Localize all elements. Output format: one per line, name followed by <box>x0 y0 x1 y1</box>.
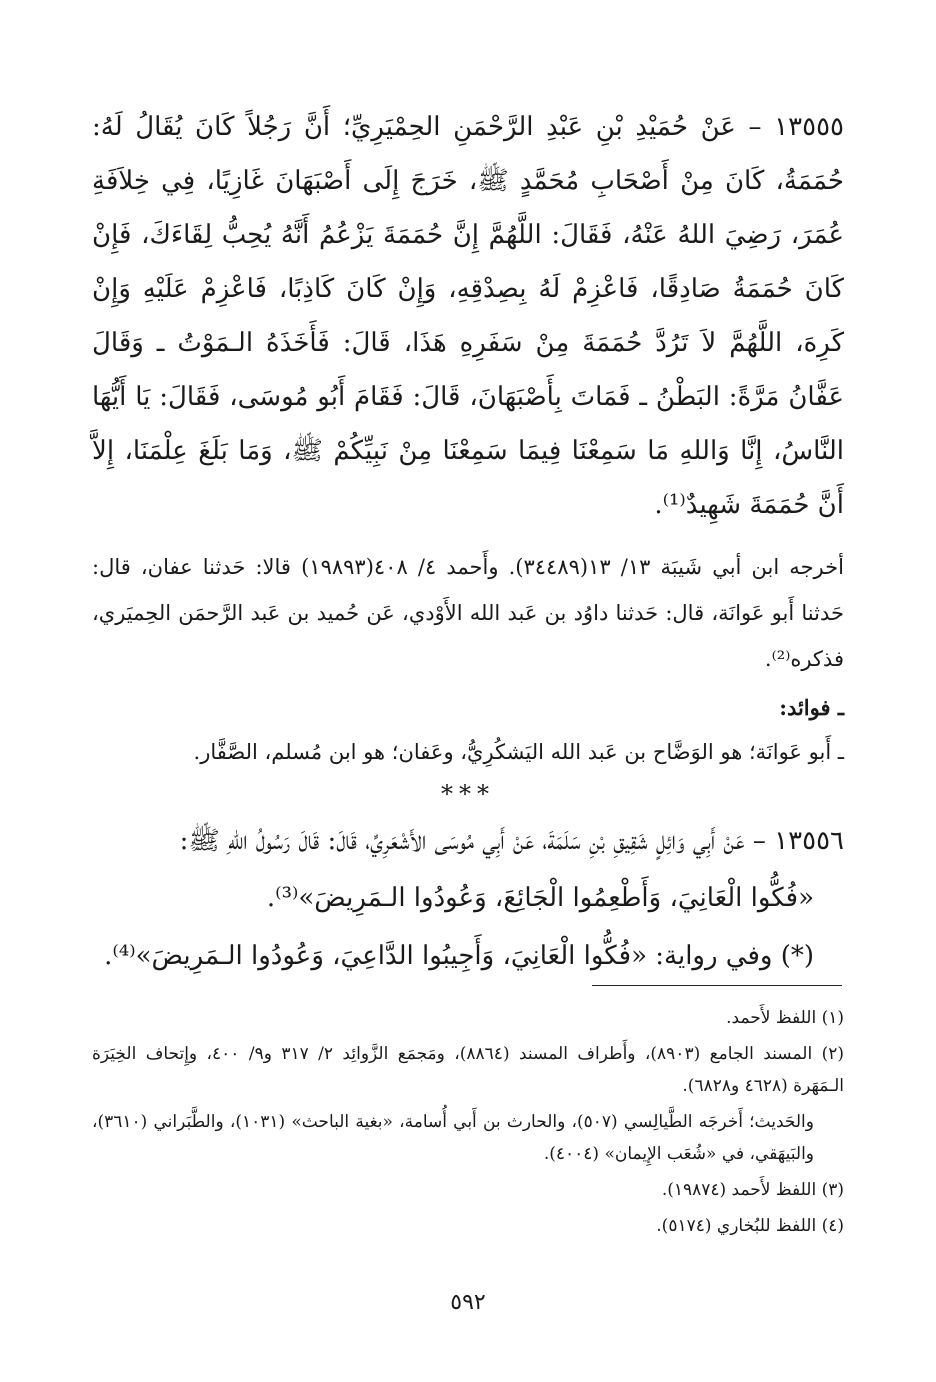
page-number: ٥٩٢ <box>450 1290 486 1315</box>
hadith-variant-quote: (*) وفي رواية: «فُكُّوا الْعَانِيَ، وَأَجِيبُوا الدَّاعِيَ، وَعُودُوا الـمَرِيضَ»⁽⁴⁾. <box>104 941 814 971</box>
takhrij-paragraph: أخرجه ابن أبي شَيبَة ١٣/ ١٣(٣٤٤٨٩). وأَحمد ٤/ ٤٠٨(١٩٨٩٣) قالا: حَدثنا عفان، قال: حَدثنا أَبو عَوانَة، قال: حَدثنا داوُد بن عَبد الله الأَوْدي، عَن حُميد بن عَبد الرَّحمَن الحِميَري، فذكره⁽²⁾. <box>92 555 844 671</box>
footnote-1: (١) اللفظ لأَحمد. <box>726 1008 844 1028</box>
hadith-13555: ١٣٥٥٥ – عَنْ حُمَيْدِ بْنِ عَبْدِ الرَّحْمَنِ الحِمْيَرِيِّ؛ أَنَّ رَجُلاً كَانَ يُقَالُ لَهُ: حُمَمَةُ، كَانَ مِنْ أَصْحَابِ مُحَمَّدٍ ﷺ، خَرَجَ إِلَى أَصْبَهَانَ غَازِيًا، فِي خِلاَفَةِ عُمَرَ، رَضِيَ اللهُ عَنْهُ، فَقَالَ: اللَّهُمَّ إِنَّ حُمَمَةَ يَزْعُمُ أَنَّهُ يُحِبُّ لِقَاءَكَ، فَإِنْ كَانَ حُمَمَةُ صَادِقًا، فَاعْزِمْ لَهُ بِصِدْقِهِ، وَإِنْ كَانَ كَاذِبًا، فَاعْزِمْ عَلَيْهِ وَإِنْ كَرِهَ، اللَّهُمَّ لاَ تَرُدَّ حُمَمَةَ مِنْ سَفَرِهِ هَذَا، قَالَ: فَأَخَذَهُ الـمَوْتُ ـ وَقَالَ عَفَّانُ مَرَّةً: البَطْنُ ـ فَمَاتَ بِأَصْبَهَانَ، قَالَ: فَقَامَ أَبُو مُوسَى، فَقَالَ: يَا أَيُّهَا النَّاسُ، إِنَّا وَاللهِ مَا سَمِعْنَا فِيمَا سَمِعْنَا مِنْ نَبِيِّكُمْ ﷺ، وَمَا بَلَغَ عِلْمَنَا، إِلاَّ أَنَّ حُمَمَةَ شَهِيدٌ⁽¹⁾. <box>92 112 844 520</box>
footnote-4: (٤) اللفظ للبُخاري (٥١٧٤). <box>656 1216 844 1236</box>
section-separator: *** <box>441 780 495 808</box>
footnotes <box>92 1002 844 1246</box>
fawaid-item: ـ أَبو عَوانَة؛ هو الوَضَّاح بن عَبد الله اليَشكُرِيُّ، وعَفان؛ هو ابن مُسلم، الصَّفَّار. <box>193 740 844 764</box>
footnote-divider <box>592 985 842 986</box>
footnote-2-continued: والحَديث؛ أَخرجَه الطَّيالِسي (٥٠٧)، والحارث بن أَبي أُسامة، «بغية الباحث» (١٠٣١)، والطَّبَراني (٣٦١٠)، والبَيهَقي، في «شُعَب الإِيمان» (٤٠٠٤). <box>92 1112 814 1164</box>
main-text <box>92 100 844 984</box>
hadith-13556: ١٣٥٥٦ – عَنْ أَبِي وَائِلٍ شَقِيقِ بْنِ سَلَمَةَ، عَنْ أَبِي مُوسَى الأَشْعَرِيِّ، قَالَ: قَالَ رَسُولُ اللهِ ﷺ: <box>179 826 844 856</box>
fawaid-heading: ـ فوائد: <box>779 695 844 720</box>
footnote-2: (٢) المسند الجامع (٨٩٠٣)، وأَطراف المسند (٨٨٦٤)، ومَجمَع الزَّوائِد ٢/ ٣١٧ و٩/ ٤٠٠، وإِتحاف الخِيَرَة الـمَهَرة (٤٦٢٨ و٦٨٢٨). <box>92 1044 844 1096</box>
hadith-quote: «فُكُّوا الْعَانِيَ، وَأَطْعِمُوا الْجَائِعَ، وَعُودُوا الـمَرِيضَ»⁽³⁾. <box>266 883 814 913</box>
footnote-3: (٣) اللفظ لأَحمد (١٩٨٧٤). <box>661 1180 844 1200</box>
